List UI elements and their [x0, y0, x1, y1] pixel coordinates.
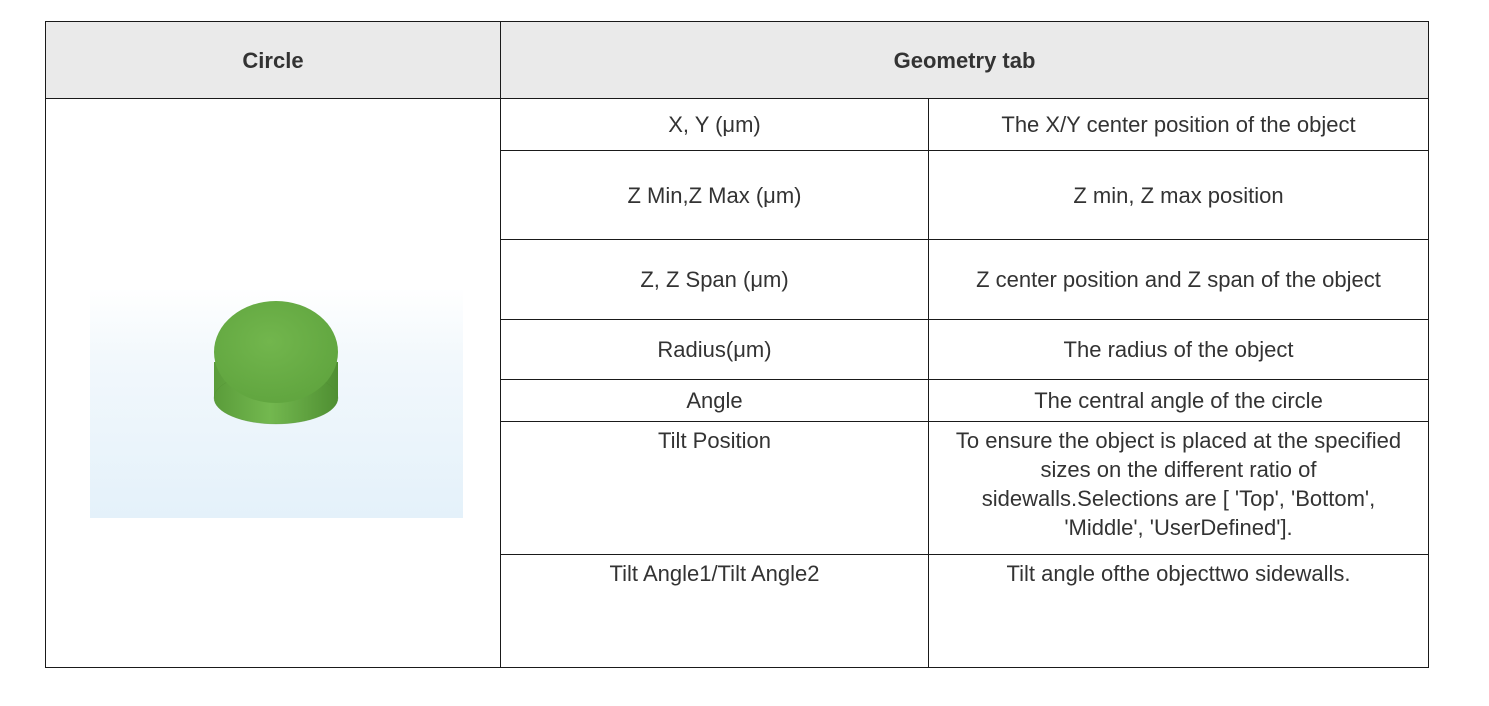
green-cylinder-icon — [90, 288, 463, 518]
header-geometry-tab: Geometry tab — [501, 22, 1429, 99]
row-property: Z, Z Span (μm) — [501, 240, 929, 320]
row-description: Z min, Z max position — [929, 151, 1429, 240]
geometry-table — [45, 21, 1429, 668]
table-row — [46, 99, 1429, 151]
shape-image-cell — [46, 99, 501, 668]
row-description: The central angle of the circle — [929, 380, 1429, 422]
row-description: To ensure the object is placed at the specified sizes on the different ratio of sidewalls.Selections are [ 'Top', 'Bottom', 'Middle', 'UserDefined']. — [929, 422, 1429, 555]
header-circle: Circle — [46, 22, 501, 99]
table-header-row — [46, 22, 1429, 99]
row-description: Tilt angle ofthe objecttwo sidewalls. — [929, 555, 1429, 668]
row-property: Z Min,Z Max (μm) — [501, 151, 929, 240]
row-property: Radius(μm) — [501, 320, 929, 380]
row-property: Tilt Angle1/Tilt Angle2 — [501, 555, 929, 668]
row-description: Z center position and Z span of the object — [929, 240, 1429, 320]
row-description: The radius of the object — [929, 320, 1429, 380]
row-description: The X/Y center position of the object — [929, 99, 1429, 151]
row-property: Angle — [501, 380, 929, 422]
shape-preview — [90, 288, 463, 518]
row-property: X, Y (μm) — [501, 99, 929, 151]
row-property: Tilt Position — [501, 422, 929, 555]
